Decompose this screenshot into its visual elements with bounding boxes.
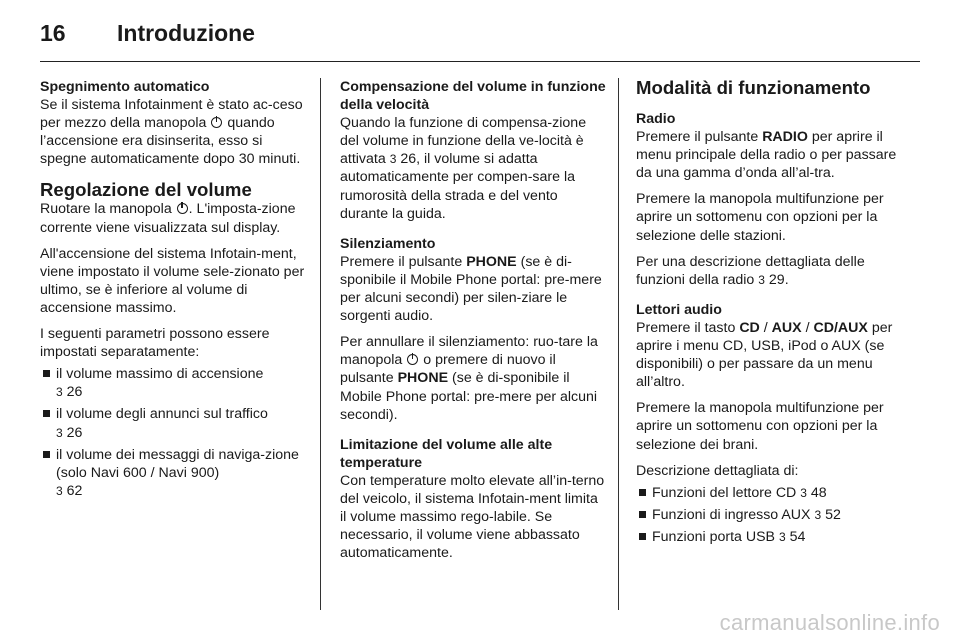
audio-text-2: Premere la manopola multifunzione per aprire un sottomenu con opzioni per la selezione dei brani.: [636, 400, 884, 453]
unmute-text: Per annullare il silenziamento: ruo-tare la manopola o premere di nuovo il pulsante PHONE (se è di-sponibile il Mobile Phone portal: pre-mere per alcuni secondi).: [340, 334, 598, 423]
column-3: [636, 77, 904, 546]
page-ref-link[interactable]: 26: [66, 424, 83, 441]
aux-key-label: AUX: [771, 319, 802, 336]
radio-text-2: Premere la manopola multifunzione per aprire un sottomenu con opzioni per la selezione delle stazioni.: [636, 191, 884, 244]
auto-off-text: Se il sistema Infotainment è stato ac-ceso per mezzo della manopola quando l’accensione era disinserita, esso si spegne automaticamente dopo 30 minuti.: [40, 97, 303, 168]
power-knob-icon: [211, 117, 222, 128]
page-header: [40, 20, 920, 62]
page-ref-link[interactable]: 48: [810, 484, 827, 501]
list-item: Funzioni porta USB 3 54: [636, 528, 904, 546]
volume-text-1: Ruotare la manopola . L'imposta-zione corrente viene visualizzata sul display.: [40, 201, 296, 236]
page-number: 16: [40, 20, 66, 46]
page-ref-arrow-icon: 3: [778, 529, 786, 544]
column-1: [40, 78, 308, 500]
page-ref-link[interactable]: 62: [66, 482, 83, 499]
list-item: Funzioni di ingresso AUX 3 52: [636, 506, 904, 524]
audio-text-3: Descrizione dettagliata di:: [636, 462, 799, 479]
power-knob-icon: [177, 203, 188, 214]
page-ref-arrow-icon: 3: [56, 425, 63, 440]
mute-heading: Silenziamento: [340, 235, 436, 252]
list-item: il volume massimo di accensione 3 26: [40, 365, 308, 401]
audio-text-1: Premere il tasto CD / AUX / CD/AUX per aprire i menu CD, USB, iPod o AUX (se disponibili) o per passare da un menu all’altro.: [636, 319, 893, 391]
list-item: il volume dei messaggi di naviga-zione (solo Navi 600 / Navi 900) 3 62: [40, 446, 308, 500]
auto-off-heading: Spegnimento automatico: [40, 79, 210, 95]
volume-bullet-list: [40, 365, 308, 500]
header-rule: [40, 61, 920, 62]
page-ref-arrow-icon: 3: [758, 272, 765, 287]
page-ref-arrow-icon: 3: [389, 152, 397, 167]
phone-key-label: PHONE: [397, 370, 449, 387]
audio-bullet-list: [636, 484, 904, 546]
cd-key-label: CD: [739, 319, 760, 336]
volume-heading: Regolazione del volume: [40, 179, 252, 201]
volume-text-3: I seguenti parametri possono essere impostati separatamente:: [40, 326, 270, 361]
volume-text-2: All'accensione del sistema Infotain-ment, viene impostato il volume sele-zionato per ultimo, se è inferiore al volume di accensione massimo.: [40, 245, 305, 316]
modes-heading: Modalità di funzionamento: [636, 77, 871, 98]
cd-aux-key-label: CD/AUX: [813, 319, 868, 336]
temperature-limit-heading: Limitazione del volume alle alte temperature: [340, 436, 553, 471]
audio-players-heading: Lettori audio: [636, 301, 722, 318]
list-item: Funzioni del lettore CD 3 48: [636, 484, 904, 502]
list-item: il volume degli annunci sul traffico 3 26: [40, 405, 308, 441]
radio-key-label: RADIO: [762, 129, 808, 146]
page-ref-arrow-icon: 3: [56, 385, 63, 400]
radio-text-1: Premere il pulsante RADIO per aprire il menu principale della radio o per passare da una gamma d’onda all’al-tra.: [636, 129, 897, 182]
page-ref-link[interactable]: 26: [66, 384, 83, 401]
page-ref-link[interactable]: 29: [768, 271, 785, 288]
page-title: Introduzione: [117, 20, 255, 46]
power-knob-icon: [407, 354, 418, 365]
column-divider-1: [320, 78, 321, 610]
page-ref-link[interactable]: 54: [789, 528, 806, 545]
page-ref-link[interactable]: 26: [400, 151, 417, 168]
temperature-limit-text: Con temperature molto elevate all’in-terno del veicolo, il sistema Infotain-ment limita il volume massimo rego-labile. Se necessario, il volume viene abbassato automaticamente.: [340, 472, 605, 562]
radio-heading: Radio: [636, 111, 676, 127]
phone-key-label: PHONE: [466, 253, 517, 270]
column-2: [340, 78, 606, 562]
page-ref-arrow-icon: 3: [800, 485, 807, 500]
page-ref-arrow-icon: 3: [56, 483, 63, 498]
column-divider-2: [618, 78, 619, 610]
radio-text-3: Per una descrizione dettagliata delle funzioni della radio 3 29.: [636, 253, 865, 288]
mute-text: Premere il pulsante PHONE (se è di-sponibile il Mobile Phone portal: pre-mere per alcuni secondi) per silen-ziare le sorgenti audio.: [340, 253, 602, 325]
watermark: carmanualsonline.info: [719, 610, 940, 635]
page-ref-link[interactable]: 52: [825, 506, 841, 523]
speed-volume-text: Quando la funzione di compensa-zione del volume in funzione della ve-locità è attivata 3 26, il volume si adatta automaticamente per compen-sare la rumorosità della strada e del vento durante la guida.: [340, 115, 587, 222]
page-ref-arrow-icon: 3: [814, 507, 822, 522]
speed-volume-heading: Compensazione del volume in funzione della velocità: [340, 79, 606, 114]
